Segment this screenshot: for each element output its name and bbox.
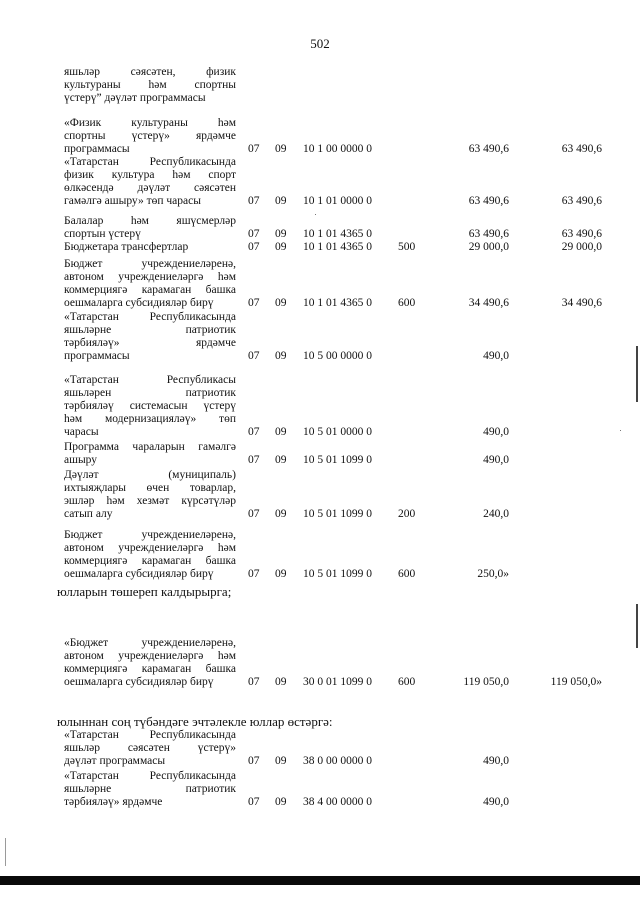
- row-name: [64, 311, 236, 363]
- row-name-line: тәрбияләү системасын үстерү: [64, 400, 236, 412]
- scan-speck: [315, 214, 316, 215]
- row-name-line: үстерү” дәүләт программасы: [64, 92, 206, 104]
- target-article-code: 10 1 00 0000 0: [303, 143, 372, 155]
- row-name-line: яшьләр сәясәтен үстерү»: [64, 742, 236, 754]
- row-name-line: дәүләт программасы: [64, 755, 166, 767]
- subsection-code: 09: [275, 228, 287, 240]
- scan-edge-mark: [636, 604, 638, 648]
- row-name-line: Программа чараларын гамәлгә: [64, 441, 236, 453]
- row-name-line: культураны һәм спортны: [64, 79, 236, 91]
- row-name-line: эшләр һәм хезмәт күрсәтүләр: [64, 495, 236, 507]
- row-name-line: Бюджетара трансфертлар: [64, 241, 189, 253]
- row-name-line: Бюджет учреждениеләренә,: [64, 529, 236, 541]
- row-name: [64, 156, 236, 208]
- row-name-line: коммерциягә карамаган башка: [64, 555, 236, 567]
- row-name-line: «Татарстан Республикасында: [64, 156, 236, 168]
- subsection-code: 09: [275, 143, 287, 155]
- row-name-line: автоном учреждениеләргә һәм: [64, 650, 236, 662]
- expense-type-code: 600: [398, 568, 416, 580]
- amount-1: 240,0: [483, 508, 509, 520]
- scan-speck: [620, 430, 621, 431]
- row-name-line: коммерциягә карамаган башка: [64, 284, 236, 296]
- section-code: 07: [248, 241, 260, 253]
- amount-2: 119 050,0»: [550, 676, 602, 688]
- row-name-line: «Физик культураны һәм: [64, 117, 236, 129]
- amount-1: 490,0: [483, 454, 509, 466]
- subsection-code: 09: [275, 426, 287, 438]
- subsection-code: 09: [275, 195, 287, 207]
- section-code: 07: [248, 143, 260, 155]
- row-name: [64, 258, 236, 310]
- target-article-code: 10 5 01 1099 0: [303, 568, 372, 580]
- row-name-line: спортны үстерү» ярдәмче: [64, 130, 236, 142]
- amount-1: 63 490,6: [468, 195, 509, 207]
- amount-1: 490,0: [483, 350, 509, 362]
- expense-type-code: 500: [398, 241, 416, 253]
- subsection-code: 09: [275, 568, 287, 580]
- amount-1: 490,0: [483, 796, 509, 808]
- row-name-line: программасы: [64, 143, 130, 155]
- row-name-line: автоном учреждениеләргә һәм: [64, 542, 236, 554]
- target-article-code: 30 0 01 1099 0: [303, 676, 372, 688]
- amount-1: 63 490,6: [468, 143, 509, 155]
- row-name-line: физик культура һәм спорт: [64, 169, 236, 181]
- amount-1: 119 050,0: [463, 676, 509, 688]
- row-name-line: яшьләрен патриотик: [64, 387, 236, 399]
- expense-type-code: 600: [398, 297, 416, 309]
- row-name: [64, 66, 236, 105]
- row-name-line: тәрбияләү» ярдәмче: [64, 796, 163, 808]
- row-name-line: яшьләрне патриотик: [64, 783, 236, 795]
- target-article-code: 10 1 01 0000 0: [303, 195, 372, 207]
- scan-edge-mark: [636, 346, 638, 402]
- row-name-line: Бюджет учреждениеләренә,: [64, 258, 236, 270]
- amount-2: 29 000,0: [561, 241, 602, 253]
- section-code: 07: [248, 755, 260, 767]
- subsection-code: 09: [275, 350, 287, 362]
- row-name-line: коммерциягә карамаган башка: [64, 663, 236, 675]
- amount-1: 34 490,6: [468, 297, 509, 309]
- subsection-code: 09: [275, 241, 287, 253]
- row-name-line: «Татарстан Республикасында: [64, 729, 236, 741]
- target-article-code: 10 5 01 1099 0: [303, 508, 372, 520]
- target-article-code: 10 1 01 4365 0: [303, 241, 372, 253]
- target-article-code: 38 0 00 0000 0: [303, 755, 372, 767]
- section-code: 07: [248, 426, 260, 438]
- row-name-line: оешмаларга субсидияләр бирү: [64, 676, 214, 688]
- target-article-code: 10 1 01 4365 0: [303, 228, 372, 240]
- narrative-line-delete: юлларын төшереп калдырырга;: [57, 584, 232, 599]
- amount-1: 63 490,6: [468, 228, 509, 240]
- amount-2: 34 490,6: [561, 297, 602, 309]
- section-code: 07: [248, 297, 260, 309]
- row-name: [64, 241, 236, 254]
- section-code: 07: [248, 508, 260, 520]
- subsection-code: 09: [275, 297, 287, 309]
- row-name-line: тәрбияләү» ярдәмче: [64, 337, 236, 349]
- row-name-line: программасы: [64, 350, 130, 362]
- subsection-code: 09: [275, 755, 287, 767]
- expense-type-code: 600: [398, 676, 416, 688]
- section-code: 07: [248, 796, 260, 808]
- row-name: [64, 374, 236, 439]
- row-name-line: ашыру: [64, 454, 98, 466]
- section-code: 07: [248, 568, 260, 580]
- row-name: [64, 770, 236, 809]
- row-name: [64, 469, 236, 521]
- amount-1: 490,0: [483, 755, 509, 767]
- narrative-line-add: юлыннан соң түбәндәге эчтәлекле юллар өстәргә:: [57, 714, 333, 729]
- amount-1: 29 000,0: [468, 241, 509, 253]
- row-name-line: һәм модернизацияләү» төп: [64, 413, 236, 425]
- row-name: [64, 215, 236, 241]
- row-name: [64, 441, 236, 467]
- target-article-code: 10 5 01 1099 0: [303, 454, 372, 466]
- row-name-line: яшьләрне патриотик: [64, 324, 236, 336]
- row-name-line: «Татарстан Республикасы: [64, 374, 236, 386]
- row-name: [64, 637, 236, 689]
- row-name-line: автоном учреждениеләргә һәм: [64, 271, 236, 283]
- row-name-line: оешмаларга субсидияләр бирү: [64, 297, 214, 309]
- row-name-line: чарасы: [64, 426, 99, 438]
- row-name-line: «Бюджет учреждениеләренә,: [64, 637, 236, 649]
- scan-bottom-edge: [0, 876, 640, 885]
- target-article-code: 10 5 00 0000 0: [303, 350, 372, 362]
- row-name-line: яшьләр сәясәтен, физик: [64, 66, 236, 78]
- amount-2: 63 490,6: [561, 195, 602, 207]
- target-article-code: 10 5 01 0000 0: [303, 426, 372, 438]
- section-code: 07: [248, 195, 260, 207]
- target-article-code: 10 1 01 4365 0: [303, 297, 372, 309]
- row-name-line: сатып алу: [64, 508, 113, 520]
- expense-type-code: 200: [398, 508, 416, 520]
- row-name-line: «Татарстан Республикасында: [64, 770, 236, 782]
- scan-edge-mark: [5, 838, 6, 866]
- subsection-code: 09: [275, 454, 287, 466]
- row-name-line: Дәүләт (муниципаль): [64, 469, 236, 481]
- subsection-code: 09: [275, 508, 287, 520]
- section-code: 07: [248, 454, 260, 466]
- row-name: [64, 729, 236, 768]
- row-name-line: Балалар һәм яшүсмерләр: [64, 215, 236, 227]
- row-name-line: «Татарстан Республикасында: [64, 311, 236, 323]
- section-code: 07: [248, 350, 260, 362]
- amount-1: 490,0: [483, 426, 509, 438]
- row-name-line: оешмаларга субсидияләр бирү: [64, 568, 214, 580]
- page-number: 502: [310, 36, 330, 51]
- row-name: [64, 117, 236, 156]
- amount-2: 63 490,6: [561, 228, 602, 240]
- row-name: [64, 529, 236, 581]
- row-name-line: өлкәсендә дәүләт сәясәтен: [64, 182, 236, 194]
- target-article-code: 38 4 00 0000 0: [303, 796, 372, 808]
- row-name-line: спортын үстерү: [64, 228, 141, 240]
- row-name-line: гамәлгә ашыру» төп чарасы: [64, 195, 201, 207]
- subsection-code: 09: [275, 796, 287, 808]
- amount-2: 63 490,6: [561, 143, 602, 155]
- section-code: 07: [248, 676, 260, 688]
- row-name-line: ихтыяҗлары өчен товарлар,: [64, 482, 236, 494]
- subsection-code: 09: [275, 676, 287, 688]
- amount-1: 250,0»: [477, 568, 509, 580]
- section-code: 07: [248, 228, 260, 240]
